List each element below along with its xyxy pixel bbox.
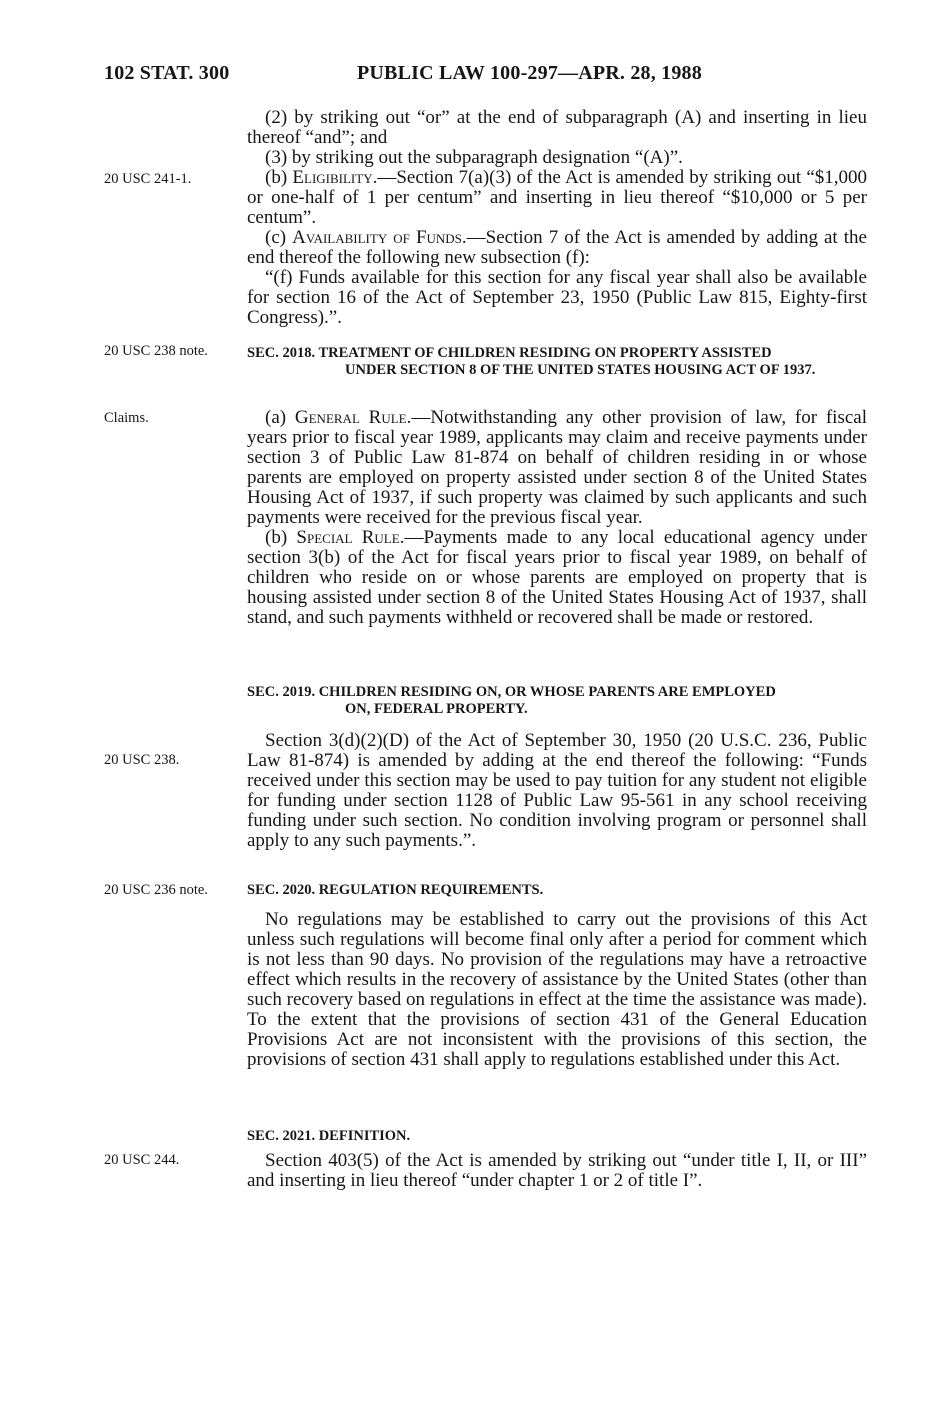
subsection-label: (b) xyxy=(265,527,297,548)
margin-note-usc-241-1: 20 USC 241-1. xyxy=(104,171,192,187)
subsection-label: (c) xyxy=(265,227,293,248)
section-2021-heading xyxy=(247,1128,867,1145)
section-2018-body xyxy=(247,408,867,628)
page-number-header: 102 STAT. 300 xyxy=(104,62,230,84)
running-head: PUBLIC LAW 100-297—APR. 28, 1988 xyxy=(357,62,702,84)
subsection-label: (b) xyxy=(265,167,293,188)
paragraph-3: (3) by striking out the subparagraph designation “(A)”. xyxy=(265,147,683,168)
subsection-heading: Availability of Funds xyxy=(292,227,462,248)
subsection-b-eligibility xyxy=(247,168,867,228)
subsection-text: .—Section 7(a)(3) of the Act is amended by striking out “$1,000 or one-half of 1 per centum” and inserting in lieu thereof “$10,000 or 5 per centum”. xyxy=(247,167,868,228)
margin-note-usc-244: 20 USC 244. xyxy=(104,1152,180,1168)
section-heading-line: SEC. 2019. CHILDREN RESIDING ON, OR WHOSE PARENTS ARE EMPLOYED xyxy=(247,684,776,700)
subsection-text: .—Notwithstanding any other provision of law, for fiscal years prior to fiscal year 1989, applicants may claim and receive payments under section 3 of Public Law 81-874 on behalf of children residing in or whose parents are employed on property assisted under section 8 of the United States Housing Act of 1937, if such property was claimed by such applicants and such payments were received for the previous fiscal year. xyxy=(247,407,867,528)
section-2020-body xyxy=(247,910,867,1070)
subsection-a-general-rule xyxy=(247,408,867,528)
margin-note-usc-238: 20 USC 238. xyxy=(104,752,180,768)
section-heading-continuation: UNDER SECTION 8 OF THE UNITED STATES HOUSING ACT OF 1937. xyxy=(345,362,816,378)
paragraph-2: (2) by striking out “or” at the end of subparagraph (A) and inserting in lieu thereof “and”; and xyxy=(247,107,867,148)
section-2017-continuation xyxy=(247,108,867,328)
section-heading-line: SEC. 2020. REGULATION REQUIREMENTS. xyxy=(247,882,544,898)
section-heading-line: SEC. 2021. DEFINITION. xyxy=(247,1128,411,1144)
section-2021-text: Section 403(5) of the Act is amended by striking out “under title I, II, or III” and inserting in lieu thereof “under chapter 1 or 2 of title I”. xyxy=(247,1150,867,1191)
section-2019-heading xyxy=(247,684,867,718)
subsection-heading: Eligibility xyxy=(292,167,373,188)
section-2018-heading xyxy=(247,345,867,379)
section-2020-text: No regulations may be established to carry out the provisions of this Act unless such regulations will become final only after a period for comment which is not less than 90 days. No provision of the regulations may have a retroactive effect which results in the recovery of assistance by the United States (other than such recovery based on regulations in effect at the time the assistance was made). To the extent that the provisions of section 431 of the General Education Provisions Act are not inconsistent with the provisions of this section, the provisions of section 431 shall apply to regulations established under this Act. xyxy=(247,909,867,1070)
quoted-subsection-f: “(f) Funds available for this section for any fiscal year shall also be available for section 16 of the Act of September 23, 1950 (Public Law 815, Eighty-first Congress).”. xyxy=(247,267,867,328)
section-2020-heading xyxy=(247,882,867,899)
section-2019-body xyxy=(247,731,867,851)
subsection-heading: Special Rule xyxy=(296,527,400,548)
section-2021-body xyxy=(247,1151,867,1191)
margin-note-usc-236-note: 20 USC 236 note. xyxy=(104,882,208,898)
margin-note-usc-238-note: 20 USC 238 note. xyxy=(104,343,208,359)
margin-note-claims: Claims. xyxy=(104,410,149,426)
subsection-heading: General Rule xyxy=(294,407,407,428)
section-heading-line: SEC. 2018. TREATMENT OF CHILDREN RESIDING ON PROPERTY ASSISTED xyxy=(247,345,772,361)
subsection-label: (a) xyxy=(265,407,295,428)
subsection-c-availability xyxy=(247,228,867,268)
section-2019-text: Section 3(d)(2)(D) of the Act of September 30, 1950 (20 U.S.C. 236, Public Law 81-874) is amended by adding at the end thereof the following: “Funds received under this section may be used to pay tuition for any student not eligible for funding under section 1128 of Public Law 95-561 in any school receiving funding under such section. No condition involving program or personnel shall apply to any such payments.”. xyxy=(247,730,867,851)
subsection-text: .—Payments made to any local educational agency under section 3(b) of the Act for fiscal years prior to fiscal year 1989, on behalf of children who reside on or whose parents are employed on property that is housing assisted under section 8 of the United States Housing Act of 1937, shall stand, and such payments withheld or recovered shall be made or restored. xyxy=(247,527,868,628)
subsection-b-special-rule xyxy=(247,528,867,628)
subsection-text: .—Section 7 of the Act is amended by adding at the end thereof the following new subsection (f): xyxy=(247,227,867,268)
section-heading-continuation: ON, FEDERAL PROPERTY. xyxy=(345,701,528,717)
